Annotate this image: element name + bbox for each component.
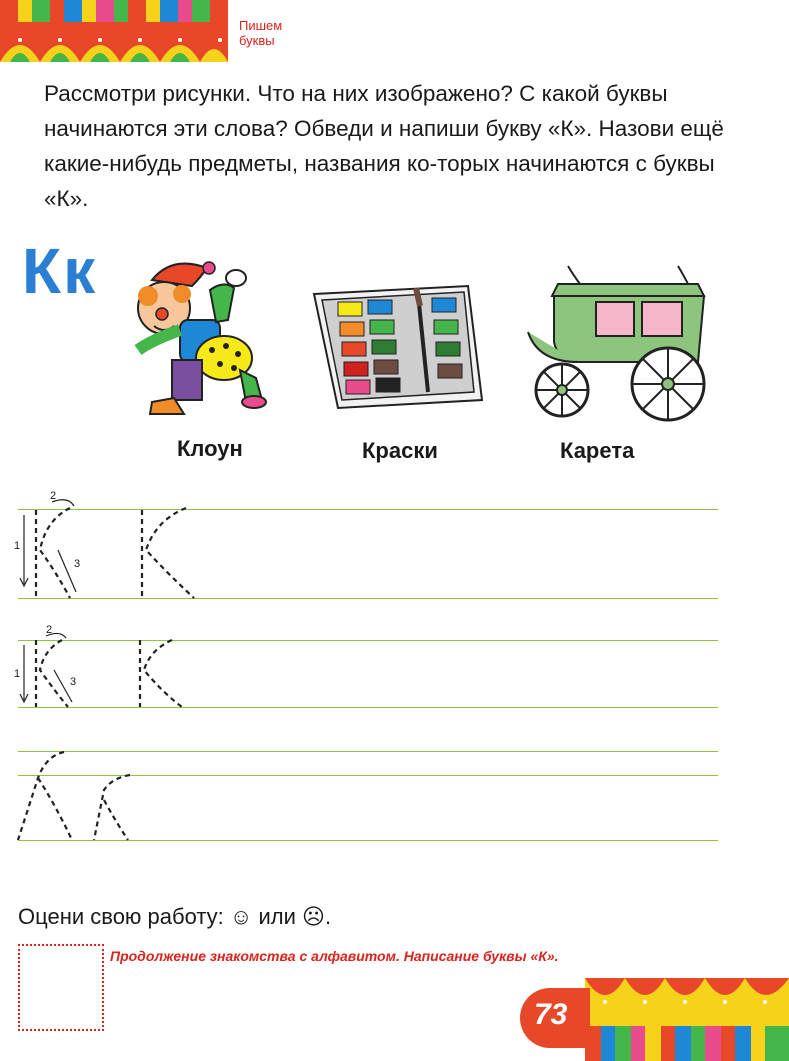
grade-box[interactable] — [18, 944, 104, 1031]
dotted-letter-K — [104, 800, 128, 840]
dotted-letter-K — [40, 508, 70, 598]
dotted-letter-K — [94, 775, 130, 840]
stroke-number: 3 — [74, 558, 81, 570]
dotted-letter-K — [38, 778, 72, 840]
caption-paints: Краски — [362, 438, 438, 463]
stroke-number: 3 — [70, 676, 77, 688]
dotted-letter-K — [40, 640, 68, 707]
letter-heading: Кк — [22, 235, 98, 307]
instructions-text: Рассмотри рисунки. Что на них изображено? С какой буквы начинаются эти слова? Обведи и напиши букву «К». Назови ещё какие-нибудь предметы, названия ко-торых начинаются с буквы «К». — [44, 81, 724, 211]
self-check-prompt: Оцени свою работу: ☺ или ☹. — [18, 904, 332, 929]
decorative-border-bottom — [585, 978, 789, 1061]
caption-clown: Клоун — [177, 436, 243, 461]
dotted-letter-K — [144, 640, 182, 707]
section-label: Пишем буквы — [239, 18, 283, 48]
stroke-number: 2 — [50, 490, 57, 502]
stroke-number: 1 — [14, 540, 21, 552]
stroke-number: 1 — [14, 668, 21, 680]
stroke-number: 2 — [46, 624, 53, 636]
stroke-order-arrow — [58, 550, 76, 592]
page-number-badge — [520, 988, 590, 1048]
dotted-letter-K — [146, 508, 194, 598]
dotted-letter-K — [18, 752, 64, 840]
caption-carriage: Карета — [560, 438, 635, 463]
lesson-footnote: Продолжение знакомства с алфавитом. Написание буквы «К». — [110, 948, 559, 964]
page-number: 73 — [534, 998, 568, 1031]
